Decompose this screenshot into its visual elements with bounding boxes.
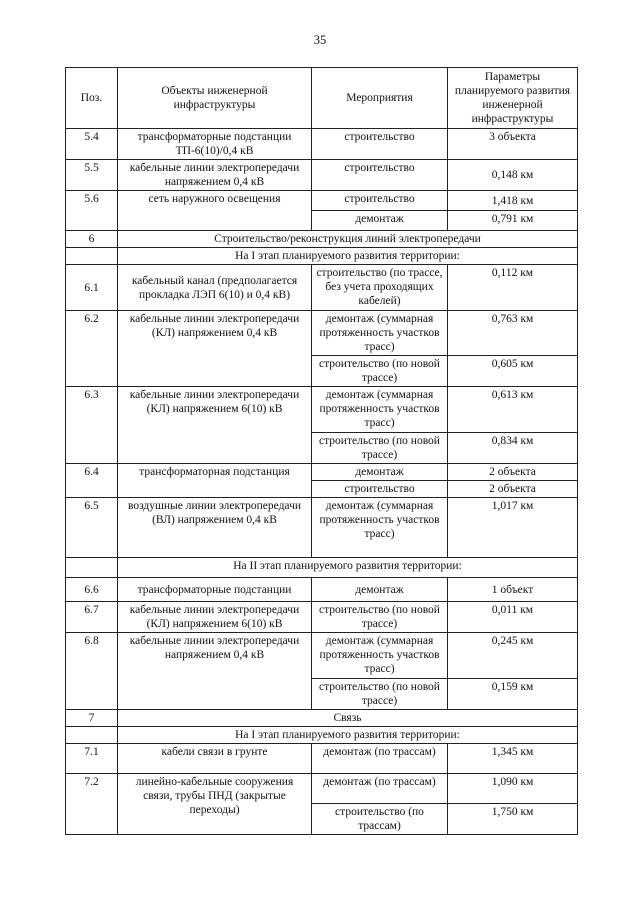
- row-param: 0,763 км: [448, 311, 578, 356]
- table-row: [66, 129, 578, 160]
- header-pos: Поз.: [66, 68, 118, 129]
- page-number: 35: [313, 33, 327, 47]
- row-object: трансформаторные подстанции ТП-6(10)/0,4 кВ: [118, 129, 312, 160]
- row-param: 1,017 км: [448, 498, 578, 558]
- table-header-row: [66, 68, 578, 129]
- row-pos: 5.4: [66, 129, 118, 160]
- row-pos: 6.7: [66, 602, 118, 633]
- row-object: линейно-кабельные сооружения связи, трубы ПНД (закрытые переходы): [118, 774, 312, 835]
- infrastructure-table: [65, 67, 578, 835]
- header-actions: Мероприятия: [312, 68, 448, 129]
- row-pos: 6.4: [66, 464, 118, 498]
- row-action: строительство (по новой трассе): [312, 602, 448, 633]
- row-action: демонтаж (суммарная протяженность участков трасс): [312, 498, 448, 558]
- row-param: 1,345 км: [448, 744, 578, 774]
- row-object: кабельные линии электропередачи напряжением 0,4 кВ: [118, 633, 312, 710]
- row-action: строительство: [312, 129, 448, 160]
- row-object: кабельный канал (предполагается прокладка ЛЭП 6(10) и 0,4 кВ): [118, 265, 312, 311]
- stage-title: На I этап планируемого развития территории:: [118, 727, 578, 744]
- row-pos: 6.6: [66, 578, 118, 602]
- row-action: демонтаж: [312, 464, 448, 481]
- row-object: воздушные линии электропередачи (ВЛ) напряжением 0,4 кВ: [118, 498, 312, 558]
- row-param: 0,613 км: [448, 387, 578, 433]
- row-action: демонтаж (суммарная протяженность участков трасс): [312, 311, 448, 356]
- table-row: [66, 464, 578, 481]
- section-title: Связь: [118, 710, 578, 727]
- row-object: кабельные линии электропередачи (КЛ) напряжением 6(10) кВ: [118, 602, 312, 633]
- row-param: 0,112 км: [448, 265, 578, 311]
- row-action: строительство (по трассам): [312, 804, 448, 835]
- row-param: 0,834 км: [448, 433, 578, 464]
- row-action: строительство (по новой трассе): [312, 433, 448, 464]
- row-param: 1,090 км: [448, 774, 578, 804]
- row-pos: 6.3: [66, 387, 118, 464]
- row-param: 0,791 км: [448, 211, 578, 231]
- table-row: [66, 311, 578, 356]
- row-object: кабельные линии электропередачи напряжением 0,4 кВ: [118, 160, 312, 191]
- row-action: демонтаж (суммарная протяженность участков трасс): [312, 633, 448, 679]
- section-row: [66, 231, 578, 248]
- row-param: 0,245 км: [448, 633, 578, 679]
- header-params: Параметры планируемого развития инженерной инфраструктуры: [448, 68, 578, 129]
- row-object: трансформаторные подстанции: [118, 578, 312, 602]
- row-pos: 6.1: [66, 265, 118, 311]
- row-param: 1 объект: [448, 578, 578, 602]
- row-object: кабели связи в грунте: [118, 744, 312, 774]
- stage-title: На I этап планируемого развития территории:: [118, 248, 578, 265]
- row-object: кабельные линии электропередачи (КЛ) напряжением 6(10) кВ: [118, 387, 312, 464]
- stage-row: [66, 727, 578, 744]
- stage-title: На II этап планируемого развития территории:: [118, 558, 578, 578]
- table-row: [66, 191, 578, 211]
- row-action: строительство: [312, 191, 448, 211]
- row-object: трансформаторная подстанция: [118, 464, 312, 498]
- table-row: [66, 774, 578, 804]
- section-pos: 6: [66, 231, 118, 248]
- table-row: [66, 265, 578, 311]
- row-param: 0,159 км: [448, 679, 578, 710]
- row-param: 0,148 км: [448, 160, 578, 191]
- header-objects: Объекты инженерной инфраструктуры: [118, 68, 312, 129]
- row-object: кабельные линии электропередачи (КЛ) напряжением 0,4 кВ: [118, 311, 312, 387]
- row-pos: 6.8: [66, 633, 118, 710]
- table-row: [66, 602, 578, 633]
- row-action: строительство (по новой трассе): [312, 679, 448, 710]
- row-param: 3 объекта: [448, 129, 578, 160]
- table-row: [66, 498, 578, 558]
- row-action: демонтаж (суммарная протяженность участков трасс): [312, 387, 448, 433]
- stage-row: [66, 558, 578, 578]
- stage-pos-empty: [66, 248, 118, 265]
- row-param: 2 объекта: [448, 464, 578, 481]
- row-action: демонтаж (по трассам): [312, 744, 448, 774]
- table-row: [66, 633, 578, 679]
- row-param: 0,605 км: [448, 356, 578, 387]
- row-param: 1,750 км: [448, 804, 578, 835]
- row-param: 2 объекта: [448, 481, 578, 498]
- row-action: демонтаж (по трассам): [312, 774, 448, 804]
- stage-pos-empty: [66, 727, 118, 744]
- row-object: сеть наружного освещения: [118, 191, 312, 231]
- row-action: строительство: [312, 160, 448, 191]
- table-row: [66, 387, 578, 433]
- row-pos: 6.2: [66, 311, 118, 387]
- row-action: демонтаж: [312, 211, 448, 231]
- row-pos: 5.6: [66, 191, 118, 231]
- table-row: [66, 578, 578, 602]
- table-row: [66, 160, 578, 191]
- row-pos: 7.1: [66, 744, 118, 774]
- stage-pos-empty: [66, 558, 118, 578]
- row-action: строительство (по трассе, без учета проходящих кабелей): [312, 265, 448, 311]
- row-action: строительство (по новой трассе): [312, 356, 448, 387]
- row-pos: 5.5: [66, 160, 118, 191]
- row-param: 0,011 км: [448, 602, 578, 633]
- row-pos: 7.2: [66, 774, 118, 835]
- table-row: [66, 744, 578, 774]
- row-action: демонтаж: [312, 578, 448, 602]
- section-title: Строительство/реконструкция линий электропередачи: [118, 231, 578, 248]
- row-pos: 6.5: [66, 498, 118, 558]
- section-row: [66, 710, 578, 727]
- section-pos: 7: [66, 710, 118, 727]
- stage-row: [66, 248, 578, 265]
- row-param: 1,418 км: [448, 191, 578, 211]
- row-action: строительство: [312, 481, 448, 498]
